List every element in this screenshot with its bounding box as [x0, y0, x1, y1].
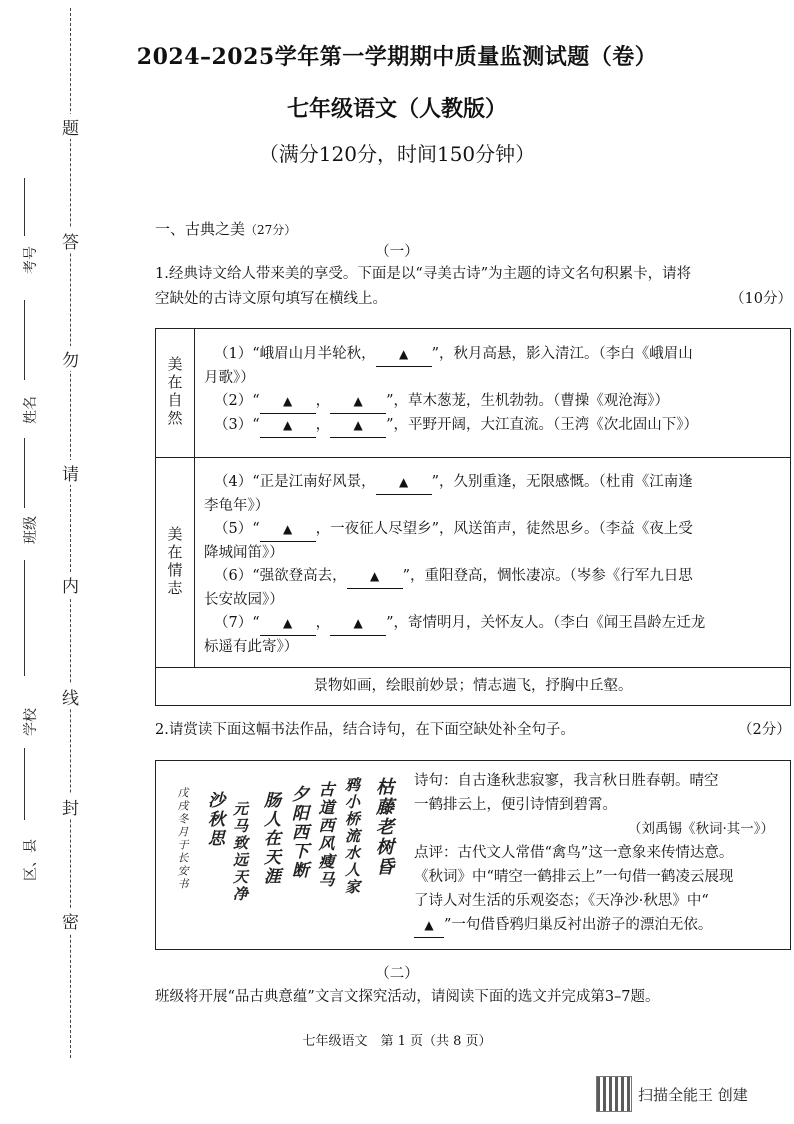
part-label: （一）	[375, 244, 419, 260]
exam-subtitle: 七年级语文（人教版）	[286, 96, 507, 122]
list-item: 李龟年》）	[204, 498, 270, 514]
field-label-exam-number: 考号	[23, 246, 39, 274]
category-nature: 美 在 自 然	[167, 355, 183, 427]
field-line	[24, 300, 25, 380]
list-item: （4）“正是江南好风景， ▲ ”，久别重逢，无限感慨。（杜甫《江南逢	[214, 471, 784, 495]
list-item: 降城闻笛》）	[204, 545, 284, 561]
margin-word: 内	[62, 572, 79, 597]
field-label-class: 班级	[23, 516, 39, 544]
scanner-watermark	[596, 1076, 748, 1112]
margin-word: 勿	[62, 346, 79, 371]
table-cell-nature	[204, 343, 784, 438]
answer-blank[interactable]: ▲	[330, 390, 386, 414]
field-line	[24, 748, 25, 820]
answer-blank[interactable]: ▲	[260, 414, 316, 438]
calligraphy-column: 沙秋思	[204, 791, 224, 848]
field-label-district: 区、县	[23, 839, 39, 881]
list-item: （6）“强欲登高去， ▲ ”，重阳登高，惆怅凄凉。（岑参《行军九日思	[214, 565, 784, 589]
calligraphy-column: 元马致远天净	[231, 801, 249, 903]
question-2-text: 2.请赏读下面这幅书法作品，结合诗句，在下面空缺处补全句子。	[155, 722, 575, 738]
list-item: （7）“ ▲ ， ▲ ”，寄情明月，关怀友人。（李白《闻王昌龄左迁龙	[214, 612, 784, 636]
poem-text: 诗句：自古逢秋悲寂寥，我言秋日胜春朝。晴空 一鹤排云上，便引诗情到碧霄。 （刘禹锡《秋词·其一》） 点评：古代文人常借“禽鸟”这一意象来传情达意。 《秋词》中“晴空一鹤排云上”一句借一鹤凌云展现 了诗人对生活的乐观姿态；《天净沙·秋思》中“ ▲ ”一句借昏鸦归巢反衬出游子的漂泊无依。	[414, 769, 784, 938]
page-footer: 七年级语文 第 1 页（共 8 页）	[302, 1034, 492, 1049]
list-item: 月歌》）	[204, 370, 255, 386]
answer-blank[interactable]: ▲	[330, 612, 386, 636]
part-2-label: （二）	[375, 966, 419, 982]
margin-word: 线	[62, 684, 79, 709]
field-line	[24, 178, 25, 236]
field-label-name: 姓名	[23, 396, 39, 424]
calligraphy-box	[155, 760, 791, 950]
answer-blank[interactable]: ▲	[376, 471, 432, 495]
margin-word: 请	[62, 460, 79, 485]
list-item: （3）“ ▲ ， ▲ ”，平野开阔，大江直流。（王湾《次北固山下》）	[214, 414, 784, 438]
table-cell-emotion	[204, 471, 784, 659]
calligraphy-column: 肠人在天涯	[260, 791, 280, 886]
question-1-line-2: 空缺处的古诗文原句填写在横线上。	[155, 291, 387, 307]
calligraphy-inscription: 戊戌冬月于长安书	[176, 787, 189, 891]
field-label-school: 学校	[23, 708, 39, 736]
calligraphy-column: 古道西风瘦马	[316, 781, 335, 889]
question-1-line-1: 1.经典诗文给人带来美的享受。下面是以“寻美古诗”为主题的诗文名句积累卡，请将	[155, 266, 692, 282]
list-item: 标遥有此寄》）	[204, 639, 299, 655]
list-item: （1）“峨眉山月半轮秋， ▲ ”，秋月高悬，影入清江。（李白《峨眉山	[214, 343, 784, 367]
list-item: 长安故园》）	[204, 592, 284, 608]
margin-word: 密	[62, 908, 79, 933]
exam-note: （满分120分，时间150分钟）	[258, 142, 536, 166]
list-item: （5）“ ▲ ，一夜征人尽望乡”，风送笛声，徒然思乡。（李益《夜上受	[214, 518, 784, 542]
question-1-score: （10分）	[730, 291, 792, 307]
table-summary: 景物如画，绘眼前妙景；情志遄飞，抒胸中丘壑。	[313, 678, 633, 694]
answer-blank[interactable]: ▲	[414, 913, 444, 938]
answer-blank[interactable]: ▲	[376, 343, 432, 367]
answer-blank[interactable]: ▲	[330, 414, 386, 438]
part-2-intro: 班级将开展“品古典意蕴”文言文探究活动，请阅读下面的选文并完成第3–7题。	[155, 989, 660, 1005]
list-item: （2）“ ▲ ， ▲ ”，草木葱茏，生机勃勃。（曹操《观沧海》）	[214, 390, 784, 414]
table-row-divider	[156, 457, 790, 458]
field-line	[24, 438, 25, 508]
scanner-logo-icon	[596, 1076, 632, 1112]
scanner-text: 扫描全能王 创建	[638, 1085, 748, 1104]
answer-blank[interactable]: ▲	[260, 518, 316, 542]
section-heading: 一、古典之美（27分）	[155, 220, 297, 238]
answer-blank[interactable]: ▲	[347, 565, 403, 589]
category-emotion: 美 在 情 志	[167, 525, 183, 597]
calligraphy-column: 鸦小桥流水人家	[343, 777, 361, 896]
margin-word: 题	[62, 114, 79, 139]
exam-title: 2024–2025学年第一学期期中质量监测试题（卷）	[136, 44, 658, 70]
calligraphy-column: 夕阳西下断	[288, 785, 308, 880]
table-column-divider	[194, 329, 195, 667]
margin-word: 答	[62, 228, 79, 253]
margin-word: 封	[62, 794, 79, 819]
field-line	[24, 560, 25, 676]
answer-blank[interactable]: ▲	[260, 390, 316, 414]
answer-blank[interactable]: ▲	[260, 612, 316, 636]
question-2-score: （2分）	[738, 722, 791, 738]
calligraphy-column: 枯藤老树昏	[373, 777, 394, 877]
poetry-card-table	[155, 328, 791, 706]
